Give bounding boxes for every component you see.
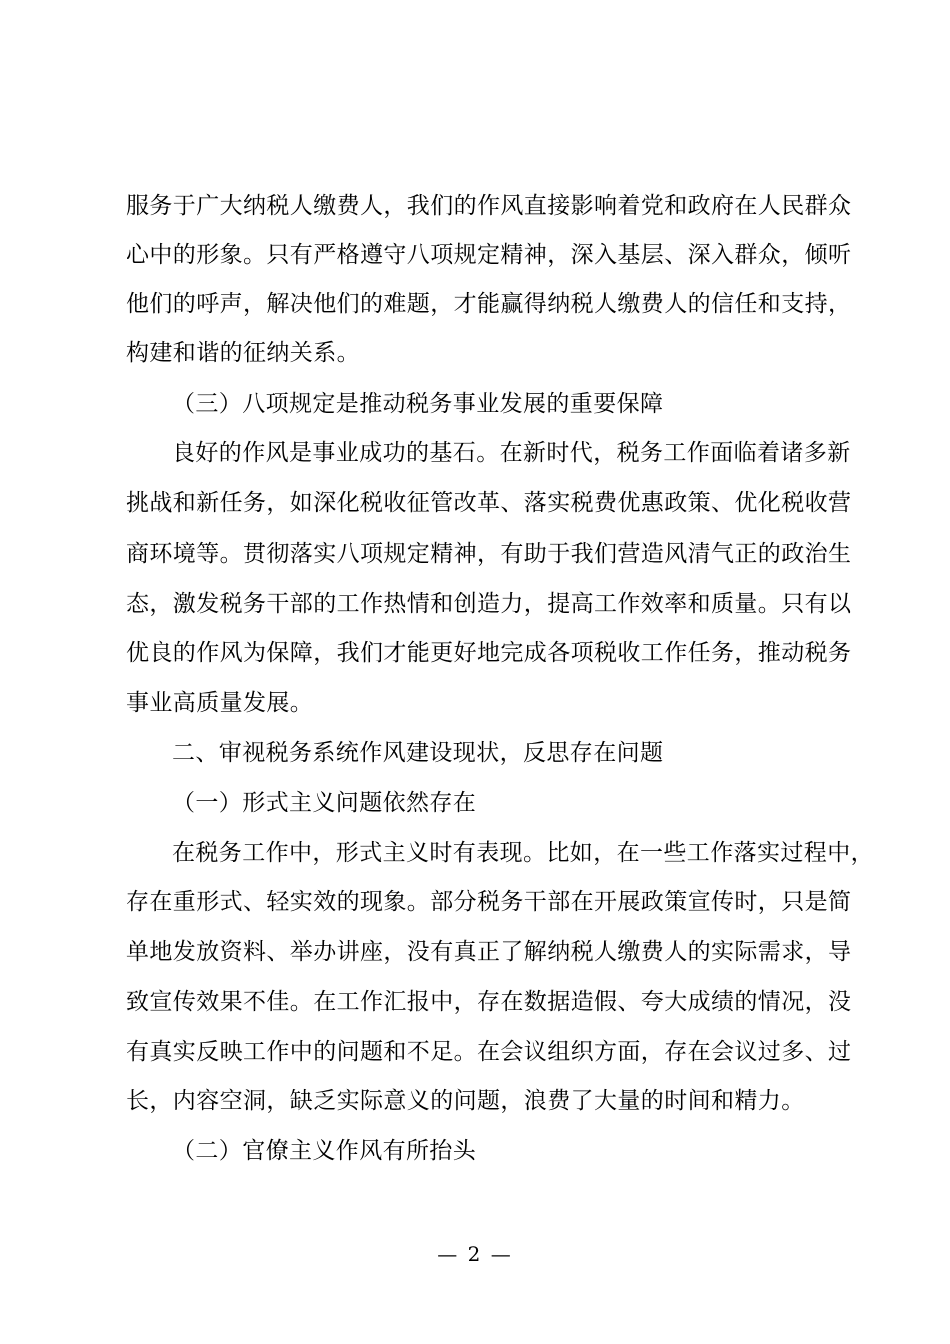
paragraph-first-line: 良好的作风是事业成功的基石。在新时代，税务工作面临着诸多新 bbox=[172, 440, 851, 466]
body-text-line: 事业高质量发展。 bbox=[126, 690, 314, 716]
page-number: — 2 — bbox=[437, 1242, 513, 1266]
body-text-line: 挑战和新任务，如深化税收征管改革、落实税费优惠政策、优化税收营 bbox=[126, 490, 852, 516]
body-text-line: 构建和谐的征纳关系。 bbox=[126, 340, 360, 366]
section-heading: （一）形式主义问题依然存在 bbox=[172, 790, 477, 816]
section-heading: （二）官僚主义作风有所抬头 bbox=[172, 1138, 477, 1164]
body-text-line: 心中的形象。只有严格遵守八项规定精神，深入基层、深入群众，倾听 bbox=[126, 242, 852, 268]
paragraph-first-line: 在税务工作中，形式主义时有表现。比如，在一些工作落实过程中， bbox=[172, 840, 874, 866]
body-text-line: 态，激发税务干部的工作热情和创造力，提高工作效率和质量。只有以 bbox=[126, 591, 852, 617]
body-text-line: 有真实反映工作中的问题和不足。在会议组织方面，存在会议过多、过 bbox=[126, 1039, 852, 1065]
body-text-line: 优良的作风为保障，我们才能更好地完成各项税收工作任务，推动税务 bbox=[126, 640, 852, 666]
body-text-line: 致宣传效果不佳。在工作汇报中，存在数据造假、夸大成绩的情况，没 bbox=[126, 989, 852, 1015]
chapter-heading: 二、审视税务系统作风建设现状，反思存在问题 bbox=[172, 740, 664, 766]
body-text-line: 存在重形式、轻实效的现象。部分税务干部在开展政策宣传时，只是简 bbox=[126, 889, 852, 915]
body-text-line: 服务于广大纳税人缴费人，我们的作风直接影响着党和政府在人民群众 bbox=[126, 193, 852, 219]
body-text-line: 商环境等。贯彻落实八项规定精神，有助于我们营造风清气正的政治生 bbox=[126, 541, 852, 567]
body-text-line: 他们的呼声，解决他们的难题，才能赢得纳税人缴费人的信任和支持， bbox=[126, 291, 852, 317]
body-text-line: 长，内容空洞，缺乏实际意义的问题，浪费了大量的时间和精力。 bbox=[126, 1088, 805, 1114]
body-text-line: 单地发放资料、举办讲座，没有真正了解纳税人缴费人的实际需求，导 bbox=[126, 939, 852, 965]
section-heading: （三）八项规定是推动税务事业发展的重要保障 bbox=[172, 391, 664, 417]
